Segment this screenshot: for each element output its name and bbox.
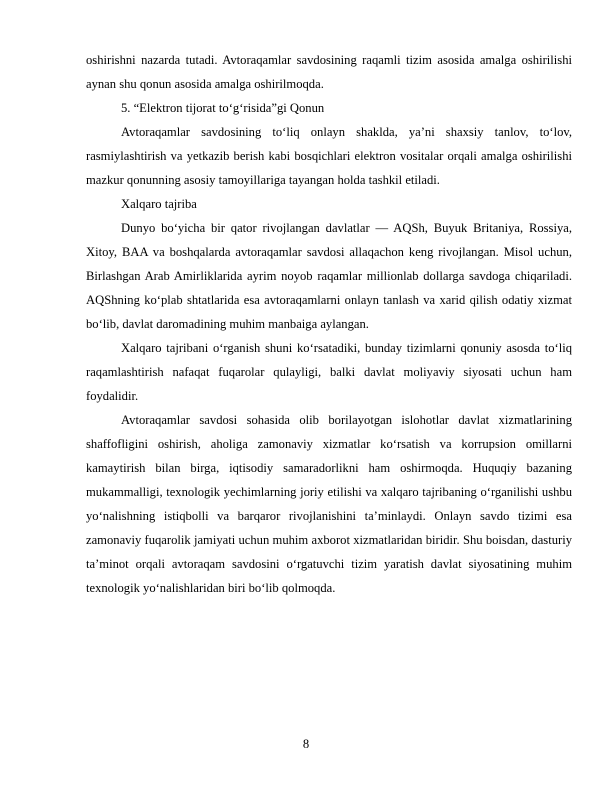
paragraph-reforms-conclusion: Avtoraqamlar savdosi sohasida olib borilayotgan islohotlar davlat xizmatlarining shaffofligini oshirish, aholiga zamonaviy xizmatlar ko‘rsatish va korrupsion omillarni kamaytirish bilan birga, iqtisodiy samaradorlikni ham oshirmoqda. Huquqiy bazaning mukammalligi, texnologik yechimlarning joriy etilishi va xalqaro tajribaning o‘rganilishi ushbu yo‘nalishning istiqbolli va barqaror rivojlanishini ta’minlaydi. Onlayn savdo tizimi esa zamonaviy fuqarolik jamiyati uchun muhim axborot xizmatlaridan biridir. Shu boisdan, dasturiy ta’minot orqali avtoraqam savdosini o‘rgatuvchi tizim yaratish davlat siyosatining muhim texnologik yo‘nalishlaridan biri bo‘lib qolmoqda.: [86, 413, 572, 595]
paragraph-continuation: oshirishni nazarda tutadi. Avtoraqamlar savdosining raqamli tizim asosida amalga oshirilishi aynan shu qonun asosida amalga oshirilmoqda.: [86, 53, 572, 91]
section-heading-electronic-commerce-law: 5. “Elektron tijorat to‘g‘risida”gi Qonun: [121, 101, 325, 115]
page-number: 8: [302, 737, 310, 751]
section-heading-international-experience: Xalqaro tajriba: [121, 197, 197, 211]
paragraph-world-countries: Dunyo bo‘yicha bir qator rivojlangan davlatlar — AQSh, Buyuk Britaniya, Rossiya, Xitoy, BAA va boshqalarda avtoraqamlar savdosi allaqachon keng rivojlangan. Misol uchun, Birlashgan Arab Amirliklarida ayrim noyob raqamlar millionlab dollarga savdoga chiqariladi. AQShning ko‘plab shtatlarida esa avtoraqamlarni onlayn tanlash va xarid qilish odatiy xizmat bo‘lib, davlat daromadining muhim manbaiga aylangan.: [86, 221, 572, 331]
paragraph-electronic-commerce: Avtoraqamlar savdosining to‘liq onlayn shaklda, ya’ni shaxsiy tanlov, to‘lov, rasmiylashtirish va yetkazib berish kabi bosqichlari elektron vositalar orqali amalga oshirilishi mazkur qonunning asosiy tamoyillariga tayangan holda tashkil etiladi.: [86, 125, 572, 187]
document-body: [86, 48, 572, 600]
paragraph-international-study: Xalqaro tajribani o‘rganish shuni ko‘rsatadiki, bunday tizimlarni qonuniy asosda to‘liq raqamlashtirish nafaqat fuqarolar qulayligi, balki davlat moliyaviy siyosati uchun ham foydalidir.: [86, 341, 572, 403]
